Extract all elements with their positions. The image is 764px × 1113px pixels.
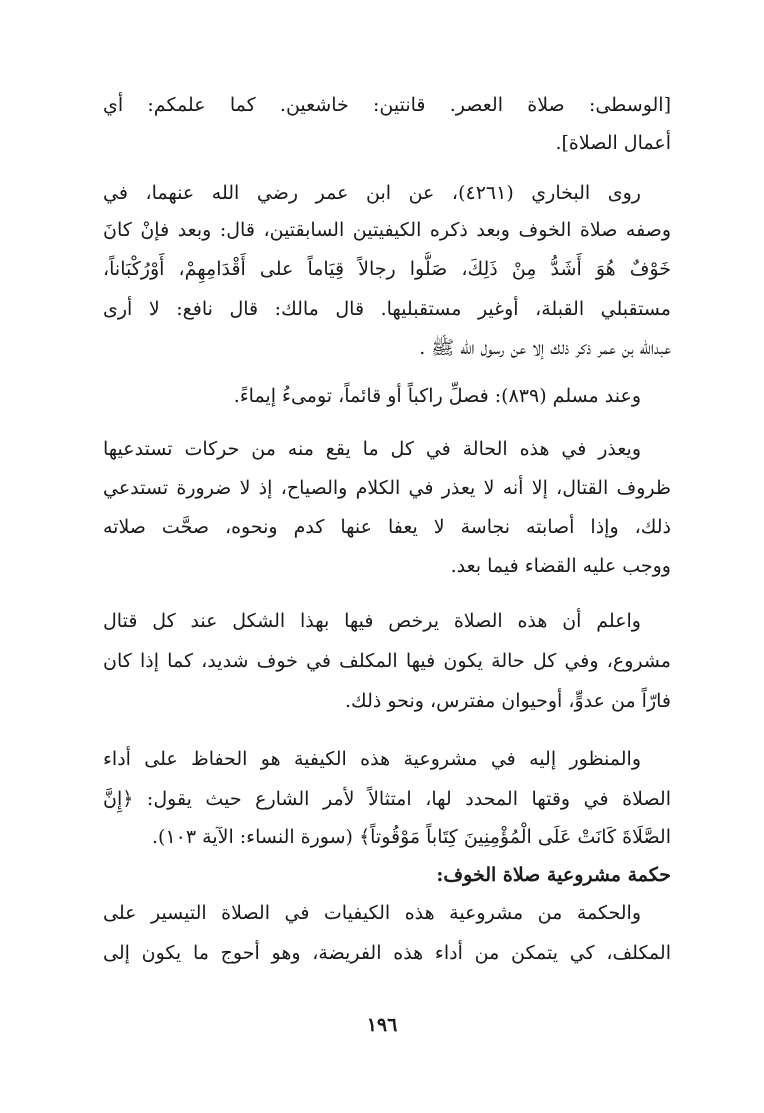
text-line-18: الصَّلَاةَ كَانَتْ عَلَى الْمُؤْمِنِينَ كِتَاباً مَوْقُوتاً﴾ (سورة النساء: الآية ١٠٣).: [152, 826, 671, 848]
page-body: [103, 88, 671, 1048]
text-line-5: خَوْفٌ هُوَ أَشَدُّ مِنْ ذَلِكَ، صَلُّوا رجالاً قِيَاماً على أَقْدَامِهِمْ، أَوْرُكْبَاناً،: [103, 258, 671, 280]
text-line-13: واعلم أن هذه الصلاة يرخص فيها بهذا الشكل عند كل قتال: [103, 610, 641, 632]
text-line-3: روى البخاري (٤٢٦١)، عن ابن عمر رضي الله عنهما، في: [103, 182, 641, 204]
text-line-19: والحكمة من مشروعية هذه الكيفيات في الصلاة التيسير على: [103, 902, 641, 924]
text-line-4: وصفه صلاة الخوف وبعد ذكره الكيفيتين السابقتين، قال: وبعد فإنْ كانَ: [103, 219, 671, 241]
text-line-7: عبدالله بن عمر ذكر ذلك إلا عن رسول الله ﷺ .: [419, 337, 671, 359]
text-line-11: ذلك، وإذا أصابته نجاسة لا يعفا عنها كدم ونحوه، صحَّت صلاته: [103, 516, 671, 538]
text-line-1: [الوسطى: صلاة العصر. قانتين: خاشعين. كما علمكم: أي: [103, 94, 671, 116]
text-line-12: ووجب عليه القضاء فيما بعد.: [450, 555, 671, 577]
page-number: ١٩٦: [366, 1014, 398, 1036]
text-line-14: مشروع، وفي كل حالة يكون فيها المكلف في خوف شديد، كما إذا كان: [103, 650, 671, 672]
text-line-15: فارّاً من عدوٍّ، أوحيوان مفترس، ونحو ذلك.: [345, 690, 671, 712]
section-heading: حكمة مشروعية صلاة الخوف:: [436, 864, 671, 886]
text-line-10: ظروف القتال، إلا أنه لا يعذر في الكلام والصياح، إذ لا ضرورة تستدعي: [103, 477, 671, 499]
text-line-16: والمنظور إليه في مشروعية هذه الكيفية هو الحفاظ على أداء: [103, 748, 641, 770]
text-line-6: مستقبلي القبلة، أوغير مستقبليها. قال مالك: قال نافع: لا أرى: [103, 298, 671, 320]
text-line-8: وعند مسلم (٨٣٩): فصلِّ راكباً أو قائماً، تومىءُ إيماءً.: [233, 385, 641, 407]
text-line-9: ويعذر في هذه الحالة في كل ما يقع منه من حركات تستدعيها: [103, 438, 641, 460]
text-line-20: المكلف، كي يتمكن من أداء هذه الفريضة، وهو أحوج ما يكون إلى: [103, 942, 671, 964]
text-line-2: أعمال الصلاة].: [555, 132, 671, 154]
text-line-17: الصلاة في وقتها المحدد لها، امتثالاً لأمر الشارع حيث يقول: ﴿إِنَّ: [103, 788, 671, 810]
